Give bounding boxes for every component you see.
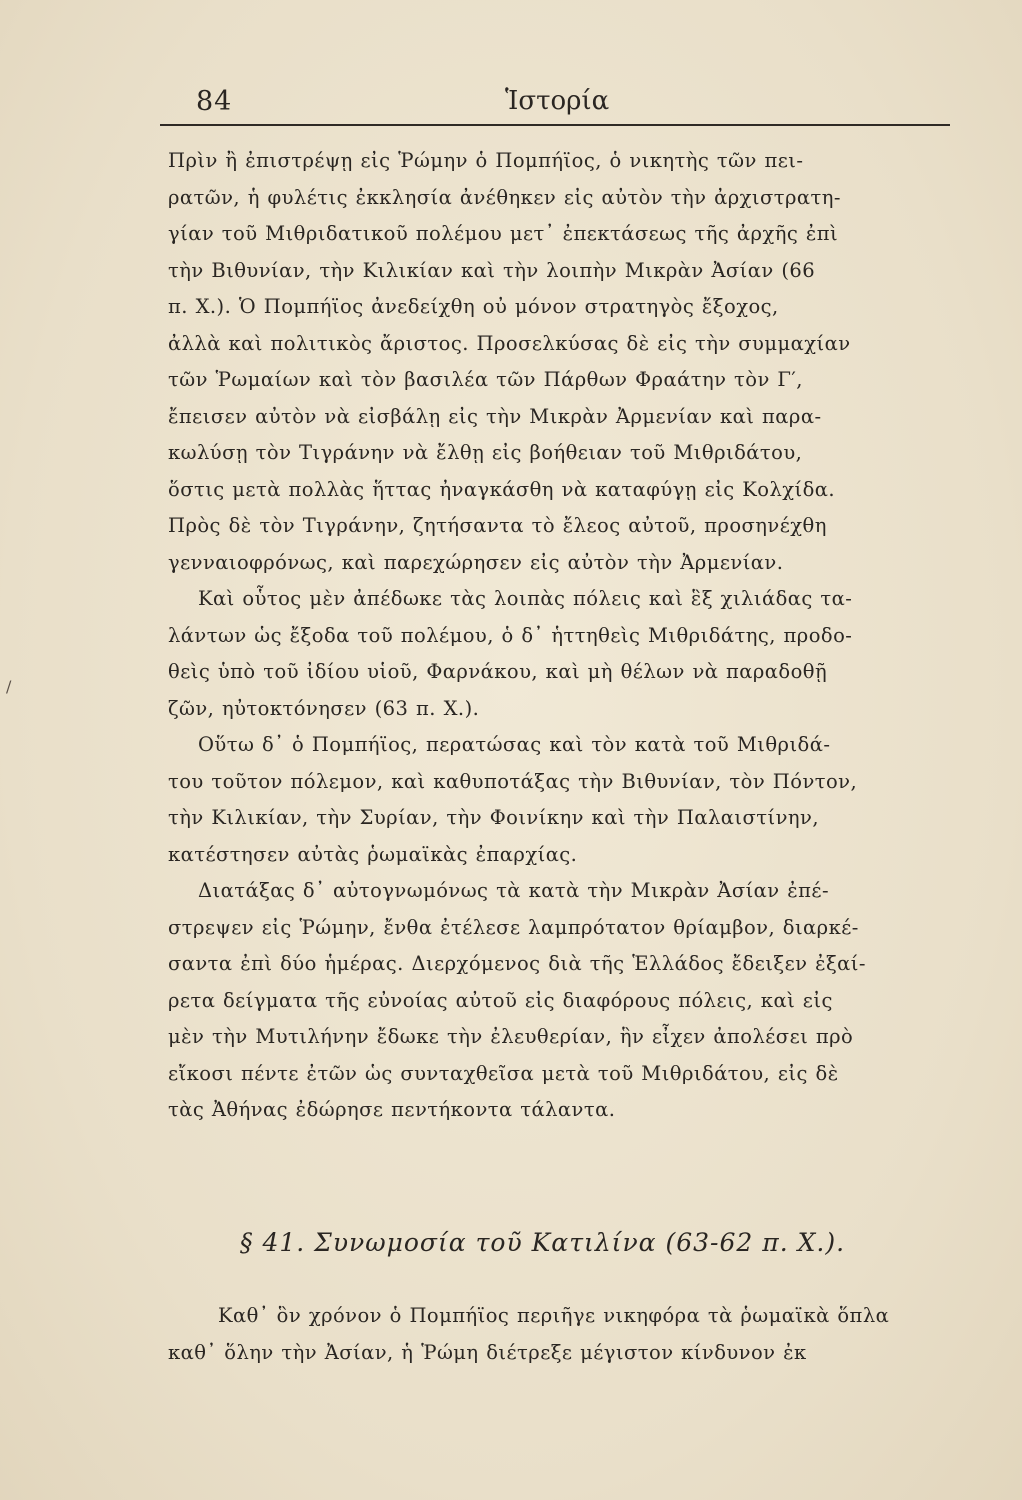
- text-line: του τοῦτον πόλεμον, καὶ καθυποτάξας τὴν Βιθυνίαν, τὸν Πόντον,: [168, 769, 858, 793]
- paragraph-3: [168, 727, 958, 873]
- text-line: Πρὸς δὲ τὸν Τιγράνην, ζητήσαντα τὸ ἔλεος αὐτοῦ, προσηνέχθη: [168, 514, 827, 537]
- text-line: στρεψεν εἰς Ῥώμην, ἔνθα ἐτέλεσε λαμπρότατον θρίαμβον, διαρκέ-: [168, 915, 859, 939]
- text-line: ρατῶν, ἡ φυλέτις ἐκκλησία ἀνέθηκεν εἰς αὐτὸν τὴν ἀρχιστρατη-: [168, 185, 841, 209]
- text-line: γενναιοφρόνως, καὶ παρεχώρησεν εἰς αὐτὸν τὴν Ἀρμενίαν.: [168, 550, 784, 574]
- text-line: ἔπεισεν αὐτὸν νὰ εἰσβάλῃ εἰς τὴν Μικρὰν Ἀρμενίαν καὶ παρα-: [168, 404, 822, 428]
- section-heading: § 41. Συνωμοσία τοῦ Κατιλίνα (63-62 π. Χ.).: [240, 1228, 846, 1257]
- page-header: [160, 80, 950, 128]
- text-line: π. Χ.). Ὁ Πομπήϊος ἀνεδείχθη οὐ μόνον στρατηγὸς ἔξοχος,: [168, 295, 779, 318]
- text-line: λάντων ὡς ἔξοδα τοῦ πολέμου, ὁ δ᾽ ἡττηθεὶς Μιθριδάτης, προδο-: [168, 623, 853, 647]
- text-line: τὰς Ἀθήνας ἐδώρησε πεντήκοντα τάλαντα.: [168, 1098, 616, 1121]
- text-line: γίαν τοῦ Μιθριδατικοῦ πολέμου μετ᾽ ἐπεκτάσεως τῆς ἀρχῆς ἐπὶ: [168, 222, 839, 245]
- running-head: Ἱστορία: [505, 86, 610, 116]
- text-line: εἴκοσι πέντε ἐτῶν ὡς συνταχθεῖσα μετὰ τοῦ Μιθριδάτου, εἰς δὲ: [168, 1061, 839, 1085]
- text-line: θεὶς ὑπὸ τοῦ ἰδίου υἱοῦ, Φαρνάκου, καὶ μὴ θέλων νὰ παραδοθῇ: [168, 660, 828, 683]
- text-line: κωλύσῃ τὸν Τιγράνην νὰ ἔλθῃ εἰς βοήθειαν τοῦ Μιθριδάτου,: [168, 441, 803, 464]
- text-line: ζῶν, ηὐτοκτόνησεν (63 π. Χ.).: [168, 696, 480, 720]
- margin-mark: /: [6, 677, 12, 696]
- paragraph-4: [168, 873, 958, 1129]
- text-line: Οὕτω δ᾽ ὁ Πομπήϊος, περατώσας καὶ τὸν κατὰ τοῦ Μιθριδά-: [198, 733, 831, 756]
- text-line: τὴν Βιθυνίαν, τὴν Κιλικίαν καὶ τὴν λοιπὴν Μικρὰν Ἀσίαν (66: [168, 258, 816, 282]
- body-text: [168, 143, 958, 1129]
- text-line: καθ᾽ ὅλην τὴν Ἀσίαν, ἡ Ῥώμη διέτρεξε μέγιστον κίνδυνον ἐκ: [168, 1340, 807, 1364]
- text-line: Διατάξας δ᾽ αὐτογνωμόνως τὰ κατὰ τὴν Μικρὰν Ἀσίαν ἐπέ-: [198, 879, 830, 902]
- paragraph-2: [168, 581, 958, 727]
- text-line: σαντα ἐπὶ δύο ἡμέρας. Διερχόμενος διὰ τῆς Ἑλλάδος ἔδειξεν ἐξαί-: [168, 952, 866, 975]
- text-line: μὲν τὴν Μυτιλήνην ἔδωκε τὴν ἐλευθερίαν, ἣν εἶχεν ἀπολέσει πρὸ: [168, 1025, 854, 1048]
- text-line: ρετα δείγματα τῆς εὐνοίας αὐτοῦ εἰς διαφόρους πόλεις, καὶ εἰς: [168, 988, 833, 1012]
- text-line: Πρὶν ἢ ἐπιστρέψῃ εἰς Ῥώμην ὁ Πομπήϊος, ὁ νικητὴς τῶν πει-: [168, 149, 804, 172]
- text-line: ἀλλὰ καὶ πολιτικὸς ἄριστος. Προσελκύσας δὲ εἰς τὴν συμμαχίαν: [168, 331, 851, 355]
- page-number: 84: [196, 86, 233, 117]
- text-line: τῶν Ῥωμαίων καὶ τὸν βασιλέα τῶν Πάρθων Φραάτην τὸν Γ′,: [168, 368, 803, 391]
- text-line: τὴν Κιλικίαν, τὴν Συρίαν, τὴν Φοινίκην καὶ τὴν Παλαιστίνην,: [168, 806, 819, 829]
- text-line: Καὶ οὗτος μὲν ἀπέδωκε τὰς λοιπὰς πόλεις καὶ ἓξ χιλιάδας τα-: [198, 587, 853, 610]
- text-line: κατέστησεν αὐτὰς ῥωμαϊκὰς ἐπαρχίας.: [168, 842, 578, 866]
- paragraph-1: [168, 143, 958, 581]
- header-rule: [160, 124, 950, 126]
- text-line: Καθ᾽ ὃν χρόνον ὁ Πομπήϊος περιῆγε νικηφόρα τὰ ῥωμαϊκὰ ὅπλα: [218, 1304, 890, 1327]
- text-line: ὅστις μετὰ πολλὰς ἥττας ἠναγκάσθη νὰ καταφύγῃ εἰς Κολχίδα.: [168, 477, 836, 501]
- continuation-paragraph: [168, 1298, 958, 1371]
